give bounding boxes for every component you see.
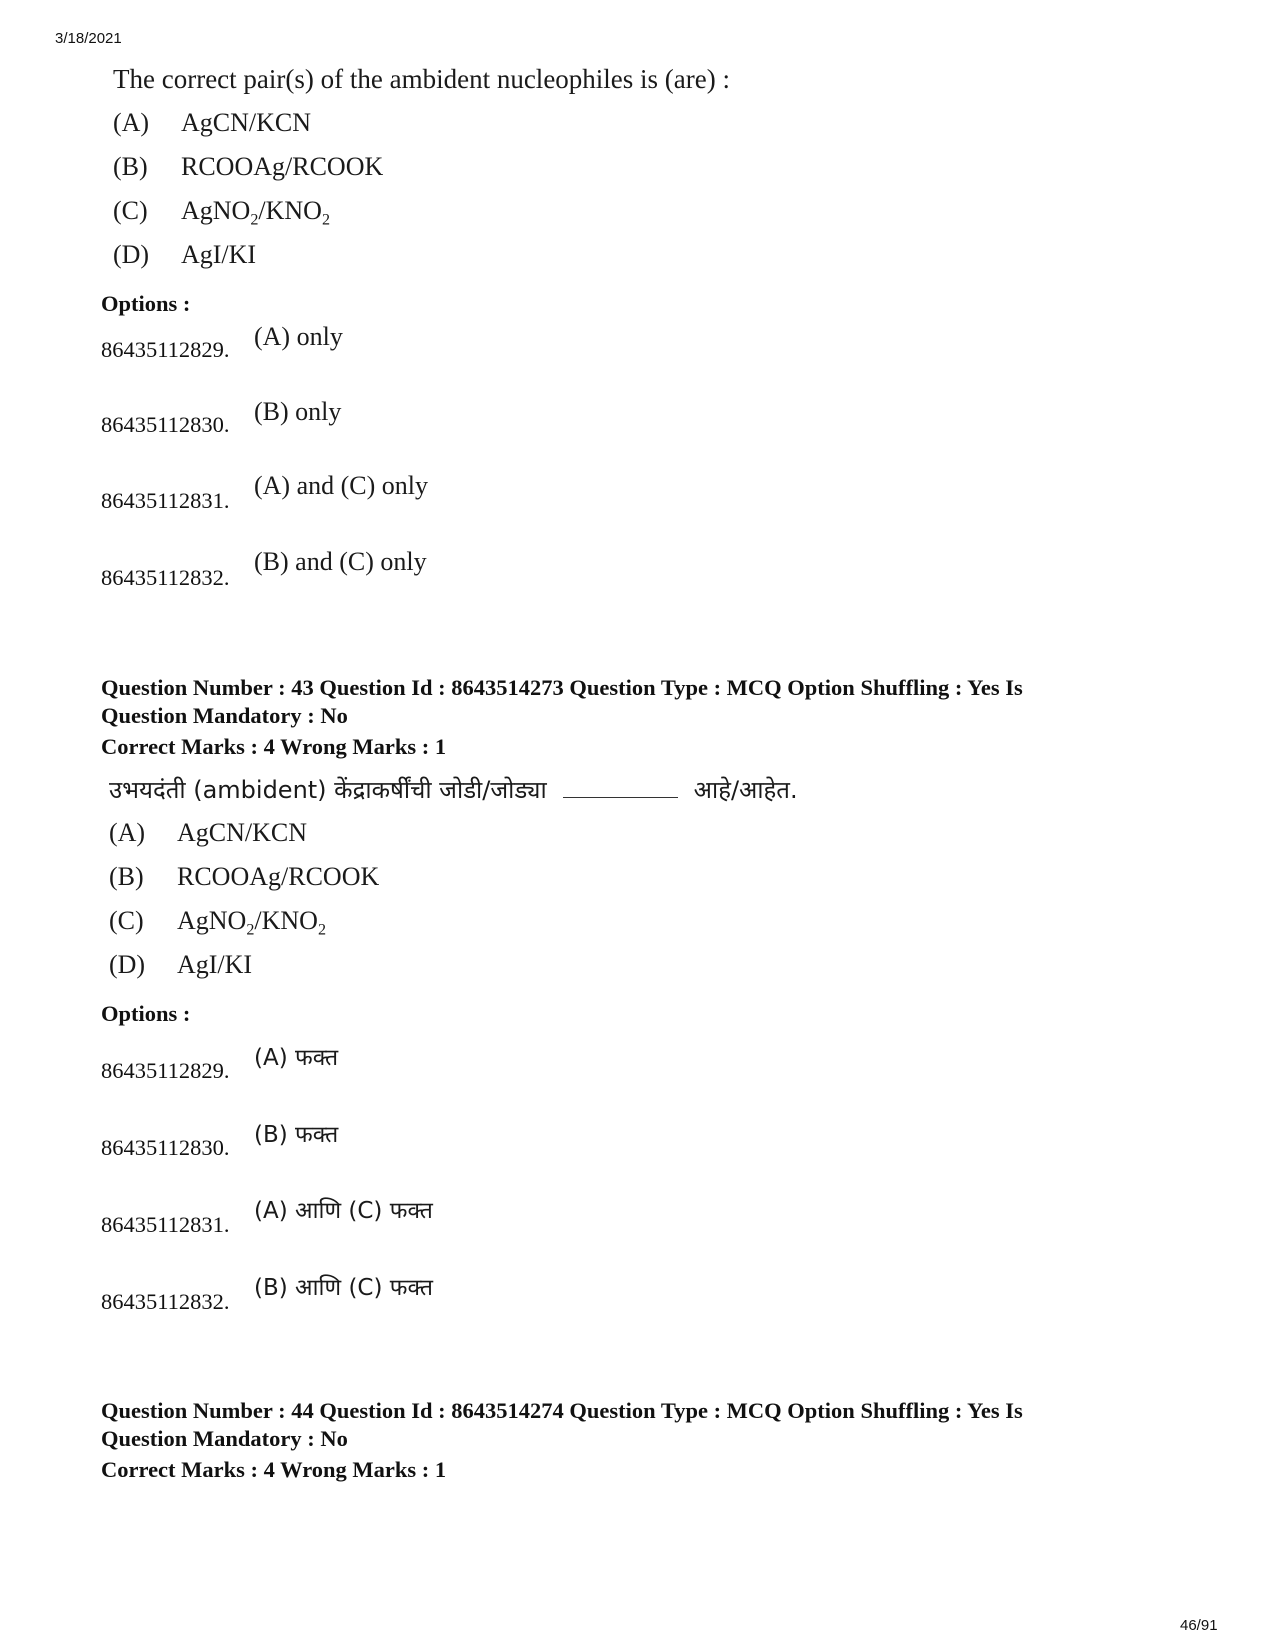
subscript: 2 [250,211,259,229]
q43-header-line1: Question Number : 43 Question Id : 8643514273 Question Type : MCQ Option Shuffling : Yes Is [101,675,1023,700]
q42-option-id-2: 86435112830. [101,412,230,437]
choice-formula: AgI/KI [177,950,253,979]
q42-option-id-1: 86435112829. [101,337,230,362]
q42-choice-a [113,108,311,138]
q42-choice-c [113,196,330,230]
q43-choice-c [109,906,326,940]
q43-option-id-2: 86435112830. [101,1135,230,1160]
q43-header [101,674,1023,730]
q42-options-label: Options : [101,291,191,316]
q43-option-text-3: (A) आणि (C) फक्त [254,1198,433,1224]
subscript: 2 [246,921,255,939]
q42-option-id-3: 86435112831. [101,488,230,513]
choice-label: (B) [109,862,144,891]
q43-stem [109,773,798,806]
q42-option-text-4: (B) and (C) only [254,547,427,576]
q43-choice-a [109,818,307,848]
q42-option-text-1: (A) only [254,322,343,351]
choice-label: (D) [109,950,146,979]
choice-label: (A) [109,818,146,847]
q42-choice-d [113,240,256,270]
q43-option-text-2: (B) फक्त [254,1122,339,1148]
subscript: 2 [317,921,327,939]
choice-label: (D) [113,240,150,269]
choice-formula: AgNO [177,906,247,935]
choice-formula: /KNO [258,196,322,225]
choice-formula: AgCN/KCN [177,818,308,847]
choice-formula: AgCN/KCN [181,108,312,137]
q42-choice-b [113,152,383,182]
q42-option-text-3: (A) and (C) only [254,471,429,500]
choice-formula: RCOOAg/RCOOK [181,152,384,181]
choice-formula: RCOOAg/RCOOK [177,862,380,891]
q43-option-id-3: 86435112831. [101,1212,230,1237]
q43-choice-b [109,862,379,892]
choice-label: (B) [113,152,148,181]
choice-label: (A) [113,108,150,137]
choice-formula: AgNO [181,196,251,225]
q42-stem: The correct pair(s) of the ambident nucleophiles is (are) : [113,64,730,94]
choice-formula: /KNO [254,906,318,935]
q44-header-line1: Question Number : 44 Question Id : 8643514274 Question Type : MCQ Option Shuffling : Yes Is [101,1398,1023,1423]
q43-stem-part2: आहे/आहेत. [693,776,798,804]
choice-formula: AgI/KI [181,240,257,269]
q43-header-line2: Question Mandatory : No [101,703,348,728]
choice-label: (C) [113,196,148,225]
q43-option-text-4: (B) आणि (C) फक्त [254,1275,433,1301]
q43-option-id-4: 86435112832. [101,1289,230,1314]
q43-option-id-1: 86435112829. [101,1058,230,1083]
q42-option-id-4: 86435112832. [101,565,230,590]
q44-marks: Correct Marks : 4 Wrong Marks : 1 [101,1457,447,1482]
q44-header [101,1397,1023,1453]
print-date: 3/18/2021 [55,30,122,47]
q43-marks: Correct Marks : 4 Wrong Marks : 1 [101,734,447,759]
q42-option-text-2: (B) only [254,397,342,426]
answer-blank [563,779,678,798]
q43-choice-d [109,950,252,980]
q43-stem-part1: उभयदंती (ambident) केंद्राकर्षींची जोडी/जोड्या [109,776,547,804]
q44-header-line2: Question Mandatory : No [101,1426,348,1451]
subscript: 2 [321,211,331,229]
page-number: 46/91 [1180,1617,1218,1634]
choice-label: (C) [109,906,144,935]
q43-option-text-1: (A) फक्त [254,1045,339,1071]
q43-options-label: Options : [101,1001,191,1026]
